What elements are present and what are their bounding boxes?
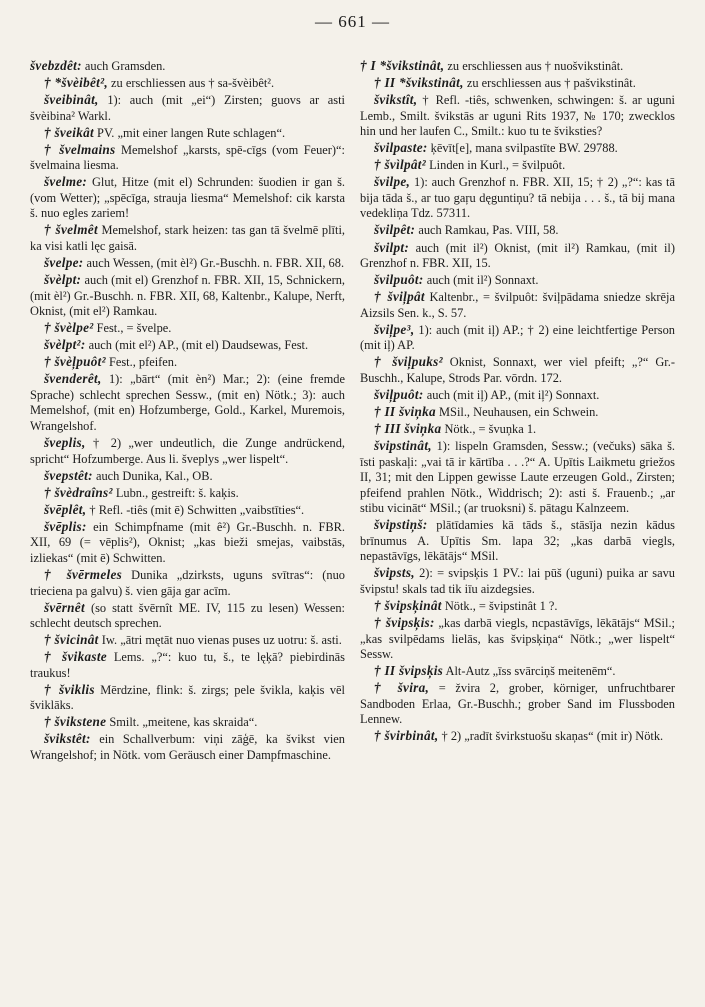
entry-headword: švepstêt: [44, 467, 93, 483]
dictionary-entry [360, 404, 675, 421]
entry-text: zu erschliessen aus † nuošvikstinât. [444, 59, 624, 73]
dictionary-entry [360, 615, 675, 663]
entry-headword: † švērmeles [44, 566, 123, 582]
entry-text: † 2) „radīt švirkstuošu skaņas“ (mit ir) Nötk. [438, 729, 664, 744]
entry-text: Linden in Kurl., = švilpuôt. [426, 158, 566, 173]
entry-text: auch Dunika, Kal., OB. [92, 468, 213, 483]
entry-headword: švipsts, [374, 565, 415, 581]
entry-headword: švèlpt²: [44, 337, 86, 353]
entry-text: Alt-Autz „īss svārciņš meitenēm“. [443, 664, 616, 679]
entry-text: Fest., pfeifen. [105, 355, 178, 370]
entry-text: ķēvīt[e], mana svilpastīte BW. 29788. [427, 141, 618, 156]
page-number: — 661 — [315, 12, 390, 31]
dictionary-entry [30, 255, 345, 272]
entry-headword: šveplis, [44, 435, 86, 451]
dictionary-entry [30, 649, 345, 681]
entry-headword: švèlpt: [44, 272, 82, 288]
entry-headword: † II šviņka [374, 403, 436, 419]
entry-text: plātīdamies kā tāds š., stāsīja nezin kādus brīnumus A. Upītis Sm. lapa 32; „kas darbā viegls, nepastāvīgs, lēkātājs“ MSil. [360, 518, 675, 564]
entry-text: ein Schallverbum: viņi zāģē, ka švikst vien Wrangelshof; in Nötk. vom Geräusch einer Dampfmaschine. [30, 732, 345, 762]
dictionary-entry [30, 600, 345, 632]
entry-headword: šviļpuôt: [374, 386, 424, 402]
entry-headword: † švipsķis: [374, 615, 435, 631]
entry-text: † Refl. -tiês, schwenken, schwingen: š. ar uguni Lemb., Smilt. švikstās ar uguni Rits 1937, № 170; zwecklos hin und her laufen C., Smilt.: kuo tu te šviksties? [360, 93, 675, 139]
entry-headword: švebzdêt: [30, 58, 82, 73]
entry-text: auch (mit el²) AP., (mit el) Daudsewas, Fest. [85, 338, 309, 353]
dictionary-entry [30, 567, 345, 599]
entry-text: Oknist, Sonnaxt, wer viel pfeift; „?“ Gr.-Buschh., Kalupe, Strods Par. vōrdn. 172. [360, 355, 675, 385]
dictionary-entry [360, 157, 675, 174]
entry-text: Glut, Hitze (mit el) Schrunden: šuodien ir gan š. (vom Wetter); „spēcīga, strauja liesma“ Memelshof: cik karsta š. nuo egles zariem! [30, 175, 345, 221]
dictionary-entry [30, 371, 345, 434]
dictionary-entry [360, 75, 675, 92]
entry-text: = žvira 2, grober, körniger, unfruchtbarer Sandboden Erlaa, Gr.-Buschh.; grober Sand im Flussboden Lennew. [360, 681, 675, 727]
dictionary-entry [30, 731, 345, 763]
dictionary-column-left [30, 58, 345, 764]
dictionary-entry [30, 682, 345, 714]
dictionary-entry [30, 502, 345, 519]
entry-text: Smilt. „meitene, kas skraida“. [106, 715, 258, 730]
entry-text: auch (mit el) Grenzhof n. FBR. XII, 15, Schnickern, (mit èl²) Gr.-Buschh. n. FBR. XII, 68, Kaltenbr., Kalupe, Nerft, Oknist, (mit el²) Ramkau. [30, 273, 345, 319]
entry-headword: † švelmêt [44, 222, 98, 238]
entry-headword: švipstinât, [374, 438, 432, 454]
entry-text: 1): auch Grenzhof n. FBR. XII, 15; † 2) „?“: kas tā bija tāda š., ar tuo gaŗu dęguntiņu? tā nebija . . . š., tā bij mana vedekliņa Tdz. 57311. [360, 175, 675, 221]
entry-headword: švelpe: [44, 255, 84, 271]
dictionary-entry [360, 421, 675, 438]
dictionary-entry [30, 435, 345, 467]
entry-text: 1): lispeln Gramsden, Sessw.; (večuks) sāka š. īsti paskaļi: „vai tā ir kārtība . . .?“ A. Upītis Laikmetu griežos II, 31; mit den Lippen gewisse Laute erzeugen Gold., Zirsten; pfeifend prahlen Nötk., Widdrisch; 2): asti š. Frauenb.; „ar stibu vicināt“ MSil.; (ar truoksni) š. pātagu Kalnzeem. [360, 439, 675, 516]
dictionary-entry [30, 92, 345, 124]
dictionary-entry [30, 632, 345, 649]
entry-headword: švipstiņš: [374, 517, 428, 533]
dictionary-column-right [360, 58, 675, 745]
entry-headword: † šviklis [44, 681, 95, 697]
dictionary-entry [360, 387, 675, 404]
entry-headword: † švèļpuôt² [44, 354, 106, 370]
dictionary-entry [30, 354, 345, 371]
entry-text: ein Schimpfname (mit ê²) Gr.-Buschh. n. FBR. XII, 69 (= vēplis²), Oknist; „kas bieži smejas, vaibstās, izliekas“ (mit ē) Schwitten. [30, 519, 345, 565]
entry-headword: švilpaste: [374, 140, 428, 156]
entry-text: 1): auch (mit iļ) AP.; † 2) eine leichtfertige Person (mit iļ) AP. [360, 322, 675, 353]
entry-headword: šviļpe³, [374, 321, 415, 337]
entry-text: auch Wessen, (mit èl²) Gr.-Buschh. n. FBR. XII, 68. [83, 256, 345, 271]
dictionary-entry [360, 240, 675, 272]
entry-headword: † šviļpuks² [374, 354, 443, 370]
entry-text: Nötk., = švipstinât 1 ?. [441, 599, 558, 614]
entry-headword: † švikstene [44, 714, 107, 730]
dictionary-entry [30, 222, 345, 254]
entry-text: Kaltenbr., = švilpuôt: šviļpādama sniedze skrēja Aizsils Sen. k., S. 57. [360, 290, 675, 320]
entry-headword: švilpe, [374, 174, 411, 190]
entry-headword: † *švèibêt², [44, 75, 108, 91]
entry-text: † 2) „wer undeutlich, die Zunge andrückend, spricht“ Hofzumberge. Aus li. šveplys „wer lispelt“. [30, 436, 345, 466]
entry-headword: švenderêt, [44, 371, 102, 387]
entry-headword: švikstêt: [44, 731, 91, 747]
entry-text: zu erschliessen aus † sa-švèibêt². [107, 76, 275, 91]
dictionary-entry [30, 142, 345, 174]
entry-text: auch Gramsden. [81, 59, 166, 73]
entry-text: auch (mit iļ) AP., (mit iļ²) Sonnaxt. [423, 387, 600, 402]
entry-headword: † švikaste [44, 649, 107, 665]
entry-headword: švikstît, [374, 92, 418, 108]
entry-headword: † švira, [374, 680, 430, 696]
entry-text: Mērdzine, flink: š. zirgs; pele švikla, kaķis vēl šviklāks. [30, 682, 345, 713]
dictionary-entry [360, 58, 675, 75]
dictionary-entry [360, 680, 675, 728]
entry-headword: † I *švikstinât, [360, 58, 445, 73]
entry-text: (so statt švērnît ME. IV, 115 zu lesen) Wessen: schlecht deutsch sprechen. [30, 600, 345, 631]
dictionary-entry [30, 174, 345, 222]
dictionary-entry [360, 222, 675, 239]
dictionary-entry [30, 320, 345, 337]
entry-headword: švēplis: [44, 518, 87, 534]
entry-headword: švilpêt: [374, 222, 416, 238]
entry-headword: šveibinât, [44, 92, 99, 108]
entry-text: PV. „mit einer langen Rute schlagen“. [93, 125, 286, 140]
dictionary-entry [30, 468, 345, 485]
entry-headword: † švèlpe² [44, 320, 94, 336]
entry-text: Memelshof „karsts, spē-cīgs (vom Feuer)“: švelmaina liesma. [30, 142, 345, 173]
entry-text: Dunika „dzirksts, uguns svītras“: (nuo trieciena pa galvu) š. vien gāja gar acīm. [30, 567, 346, 598]
entry-text: zu erschliessen aus † pašvikstinât. [463, 76, 636, 91]
dictionary-entry [360, 92, 675, 140]
dictionary-entry [30, 337, 345, 354]
entry-headword: † šveikât [44, 124, 94, 140]
entry-text: Iw. „ātri mętāt nuo vienas puses uz uotru: š. asti. [98, 633, 342, 648]
entry-headword: † II švipsķis [374, 663, 444, 679]
dictionary-entry [30, 58, 345, 75]
dictionary-entry [360, 565, 675, 597]
entry-headword: švilpt: [374, 239, 410, 255]
entry-headword: † švicinât [44, 632, 99, 648]
entry-text: Fest., = švelpe. [93, 321, 172, 336]
dictionary-entry [360, 174, 675, 222]
entry-text: Nötk., = švuņka 1. [441, 422, 537, 437]
dictionary-entry [360, 598, 675, 615]
dictionary-entry [360, 272, 675, 289]
entry-text: 1): „bārt“ (mit èn²) Mar.; 2): (eine fremde Sprache) schlecht sprechen Sessw., (mit en) Nötk.; 3): auch Memelshof, (mit en) Hofzumberge, Gold., Karkel, Muremois, Wrangelshof. [30, 372, 345, 434]
entry-text: † Refl. -tiês (mit ē) Schwitten „vaibstīties“. [86, 502, 305, 517]
entry-headword: † II *švikstinât, [374, 75, 464, 91]
dictionary-entry [360, 517, 675, 565]
dictionary-entry [360, 322, 675, 354]
entry-text: Memelshof, stark heizen: tas gan tā švelmē plīti, ka visi katli lęc gaisā. [30, 223, 345, 254]
dictionary-entry [360, 140, 675, 157]
dictionary-entry [30, 75, 345, 92]
dictionary-entry [360, 289, 675, 321]
entry-text: MSil., Neuhausen, ein Schwein. [435, 404, 599, 419]
entry-text: „kas darbā viegls, ncpastāvīgs, lēkātājs“ MSil.; „kas svilpēdams lielās, kas švipsķiņa“ Nötk.; „wer lispelt“ Sessw. [360, 616, 675, 662]
entry-headword: † švirbinât, [374, 728, 439, 744]
entry-headword: švērnêt [44, 599, 85, 615]
dictionary-entry [360, 728, 675, 745]
dictionary-entry [30, 714, 345, 731]
entry-headword: † šviļpât [374, 289, 425, 305]
entry-headword: † švèdraîns² [44, 484, 113, 500]
entry-headword: švilpuôt: [374, 272, 424, 288]
entry-text: 1): auch (mit „ei“) Zirsten; guovs ar asti švèibina² Warkl. [30, 93, 345, 123]
dictionary-entry [360, 663, 675, 680]
entry-text: auch Ramkau, Pas. VIII, 58. [415, 223, 559, 238]
entry-headword: † švìlpât² [374, 157, 427, 173]
dictionary-entry [360, 354, 675, 386]
entry-text: Lems. „?“: kuo tu, š., te lęķā? piebirdinās traukus! [30, 650, 345, 680]
entry-headword: † III šviņka [374, 421, 442, 437]
dictionary-entry [30, 125, 345, 142]
entry-headword: † švelmains [44, 141, 116, 157]
dictionary-entry [30, 485, 345, 502]
dictionary-entry [30, 272, 345, 320]
entry-text: auch (mit il²) Sonnaxt. [423, 273, 539, 288]
entry-headword: švēplêt, [44, 501, 87, 517]
entry-text: 2): = svipsķis 1 PV.: lai pūš (uguni) puika ar savu švipstu! skals tad tik iīu aizdegsies. [360, 566, 675, 596]
entry-headword: švelme: [44, 174, 88, 190]
entry-text: Lubn., gestreift: š. kaķis. [112, 485, 239, 500]
dictionary-entry [360, 438, 675, 517]
entry-text: auch (mit il²) Oknist, (mit il²) Ramkau, (mit il) Grenzhof n. FBR. XII, 15. [360, 240, 675, 271]
dictionary-entry [30, 519, 345, 567]
entry-headword: † švipsķinât [374, 598, 442, 614]
